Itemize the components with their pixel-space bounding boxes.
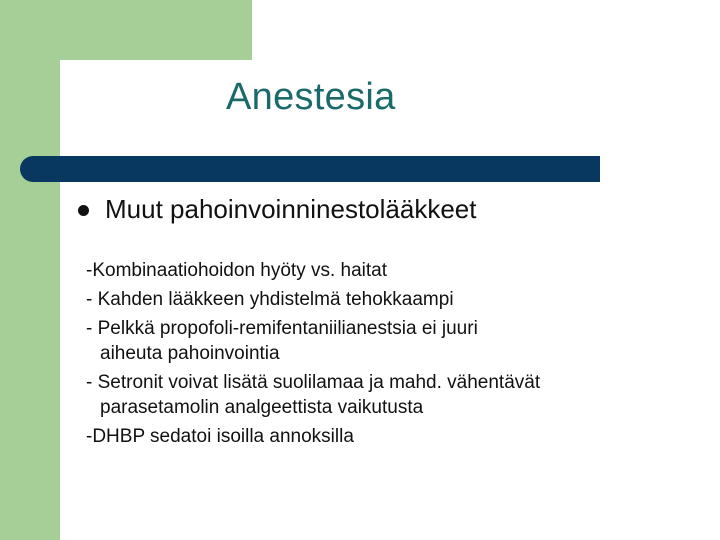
list-item-text: -DHBP sedatoi isoilla annoksilla bbox=[86, 426, 354, 447]
top-accent-band bbox=[0, 0, 252, 60]
list-item-continuation: aiheuta pahoinvointia bbox=[100, 343, 280, 364]
list-item-continuation: parasetamolin analgeettista vaikutusta bbox=[100, 397, 424, 418]
list-item-text: -Kombinaatiohoidon hyöty vs. haitat bbox=[86, 260, 388, 281]
list-item bbox=[86, 256, 540, 285]
left-accent-band bbox=[0, 0, 60, 540]
list-item-text: - Pelkkä propofoli-remifentaniilianestsia ei juuri bbox=[86, 318, 478, 339]
title-divider-bar bbox=[20, 156, 600, 182]
main-bullet bbox=[78, 193, 476, 225]
list-item bbox=[86, 422, 540, 451]
list-item-text: - Setronit voivat lisätä suolilamaa ja mahd. vähentävät bbox=[86, 372, 541, 393]
body-text-list bbox=[86, 256, 540, 451]
bullet-dot-icon bbox=[78, 205, 89, 216]
list-item bbox=[86, 368, 540, 422]
list-item bbox=[86, 314, 540, 368]
list-item-text: - Kahden lääkkeen yhdistelmä tehokkaampi bbox=[86, 289, 454, 310]
slide-title: Anestesia bbox=[226, 76, 396, 118]
main-bullet-text: Muut pahoinvoinninestolääkkeet bbox=[105, 194, 477, 224]
list-item bbox=[86, 285, 540, 314]
content-corner bbox=[60, 60, 120, 120]
